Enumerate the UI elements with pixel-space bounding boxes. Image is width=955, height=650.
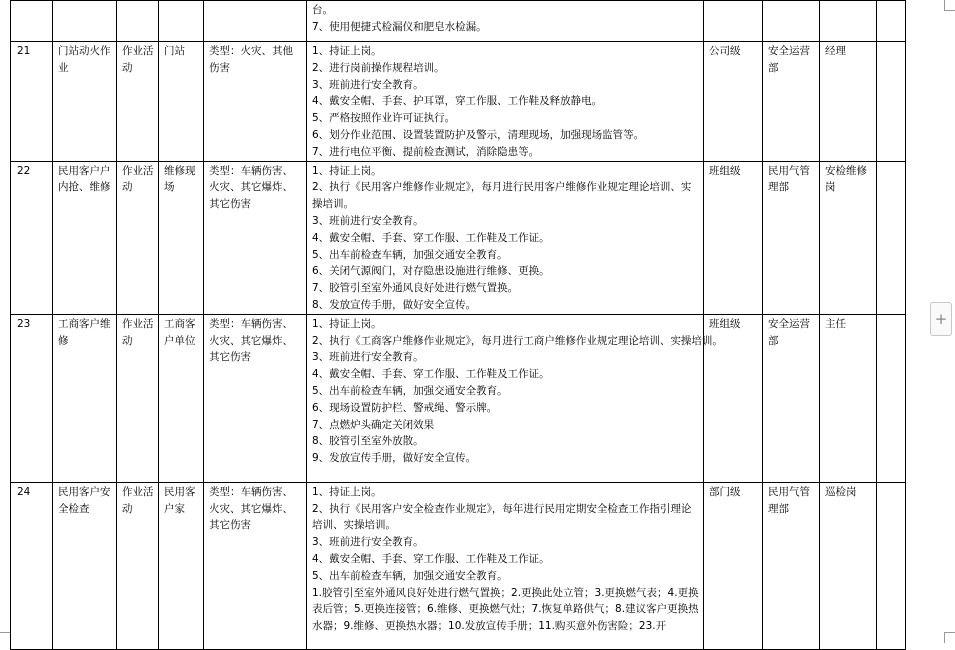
location-cell: 工商客户单位: [159, 314, 204, 482]
responsible-post-cell: 安检维修岗: [820, 161, 877, 314]
row-number-cell: 23: [11, 314, 53, 482]
activity-type-cell: 作业活动: [117, 42, 159, 162]
control-measures-cell: [307, 482, 704, 649]
responsible-dept-cell: 民用气管理部: [763, 482, 820, 649]
measure-line: 3、班前进行安全教育。: [312, 78, 424, 91]
responsible-post-cell: 巡检岗: [820, 482, 877, 649]
responsible-dept-cell: 安全运营部: [763, 314, 820, 482]
job-name-cell: 民用客户户内抢、维修: [53, 161, 117, 314]
measure-line: 9、发放宣传手册，做好安全宣传。: [312, 452, 477, 465]
row-number-cell: 24: [11, 482, 53, 649]
responsible-dept-cell: [763, 1, 820, 42]
measure-line: 1、持证上岗。: [312, 45, 382, 57]
measure-line: 7、胶管引至室外通风良好处进行燃气置换。: [312, 282, 519, 295]
measure-line: 5、出车前检查车辆，加强交通安全教育。: [312, 384, 508, 397]
measure-line: 3、班前进行安全教育。: [312, 214, 424, 227]
activity-type-cell: [117, 1, 159, 42]
location-cell: 维修现场: [159, 161, 204, 314]
measure-line: 1、持证上岗。: [312, 485, 382, 498]
responsible-dept-cell: 安全运营部: [763, 42, 820, 162]
row-number-cell: 22: [11, 161, 53, 314]
hazard-type-cell: 类型：火灾、其他伤害: [204, 42, 307, 162]
measure-line: 3、班前进行安全教育。: [312, 536, 424, 549]
control-level-cell: 公司级: [704, 42, 763, 162]
control-measures-cell: [307, 161, 704, 314]
job-name-cell: 工商客户维修: [53, 314, 117, 482]
measure-line: 台。: [312, 4, 333, 16]
table-row: [11, 42, 906, 162]
control-level-cell: 班组级: [704, 161, 763, 314]
measure-line: 7、使用便捷式检漏仪和肥皂水检漏。: [312, 20, 487, 33]
location-cell: 门站: [159, 42, 204, 162]
empty-cell: [877, 161, 906, 314]
activity-type-cell: 作业活动: [117, 161, 159, 314]
empty-cell: [877, 1, 906, 42]
activity-type-cell: 作业活动: [117, 482, 159, 649]
control-level-cell: 班组级: [704, 314, 763, 482]
control-measures-cell: [307, 1, 704, 42]
control-level-cell: [704, 1, 763, 42]
measure-line: 6、划分作业范围、设置装置防护及警示，清理现场，加强现场监管等。: [312, 128, 645, 141]
measure-line: 2、执行《民用客户安全检查作业规定》，每年进行民用定期安全检查工作指引理论培训、实操培训。: [312, 502, 692, 532]
measure-line: 7、点燃炉头确定关闭效果: [312, 418, 435, 431]
hazard-type-cell: [204, 1, 307, 42]
measure-line: 3、班前进行安全教育。: [312, 351, 424, 364]
measure-line: 6、现场设置防护栏、警戒绳、警示牌。: [312, 401, 498, 414]
measure-line: 6、关闭气源阀门，对存隐患设施进行维修、更换。: [312, 265, 550, 278]
measure-line: 4、戴安全帽、手套、穿工作服、工作鞋及工作证。: [312, 552, 550, 565]
measure-line: 4、戴安全帽、手套、穿工作服、工作鞋及工作证。: [312, 368, 550, 381]
plus-icon[interactable]: +: [930, 302, 952, 336]
location-cell: [159, 1, 204, 42]
control-measures-cell: [307, 42, 704, 162]
hazard-type-cell: 类型：车辆伤害、火灾、其它爆炸、其它伤害: [204, 314, 307, 482]
risk-control-table: [10, 0, 906, 650]
hazard-type-cell: 类型：车辆伤害、火灾、其它爆炸、其它伤害: [204, 161, 307, 314]
job-name-cell: 民用客户安全检查: [53, 482, 117, 649]
measure-line: 1、持证上岗。: [312, 317, 382, 330]
row-number-cell: [11, 1, 53, 42]
job-name-cell: 门站动火作业: [53, 42, 117, 162]
table-row: [11, 161, 906, 314]
responsible-post-cell: [820, 1, 877, 42]
responsible-post-cell: 主任: [820, 314, 877, 482]
job-name-cell: [53, 1, 117, 42]
measure-line: 5、出车前检查车辆，加强交通安全教育。: [312, 248, 508, 261]
control-measures-cell: [307, 314, 723, 482]
measure-line: 8、胶管引至室外放散。: [312, 435, 424, 448]
measure-line: 7、进行电位平衡、提前检查测试，消除隐患等。: [312, 145, 540, 158]
activity-type-cell: 作业活动: [117, 314, 159, 482]
empty-cell: [877, 42, 906, 162]
location-cell: 民用客户家: [159, 482, 204, 649]
hazard-type-cell: 类型：车辆伤害、火灾、其它爆炸、其它伤害: [204, 482, 307, 649]
page-corner-mark: [944, 0, 955, 11]
control-level-cell: 部门级: [704, 482, 763, 649]
table-row: [11, 1, 906, 42]
table-row: [11, 482, 906, 649]
measure-line: 1.胶管引至室外通风良好处进行燃气置换；2.更换此处立管；3.更换燃气表；4.更换表后管；5.更换连接管；6.维修、更换燃气灶；7.恢复单路供气；8.建议客户更换热水器；9.维修、更换热水器；10.发放宣传手册；11.购买意外伤害险；23.开: [312, 586, 699, 633]
measure-line: 5、严格按照作业许可证执行。: [312, 112, 456, 125]
measure-line: 2、进行岗前操作规程培训。: [312, 61, 445, 74]
table-row: [11, 314, 906, 482]
responsible-post-cell: 经理: [820, 42, 877, 162]
measure-line: 4、戴安全帽、手套、护耳罩，穿工作服、工作鞋及释放静电。: [312, 95, 603, 108]
empty-cell: [877, 482, 906, 649]
responsible-dept-cell: 民用气管理部: [763, 161, 820, 314]
empty-cell: [877, 314, 906, 482]
measure-line: 1、持证上岗。: [312, 164, 382, 177]
measure-line: 4、戴安全帽、手套、穿工作服、工作鞋及工作证。: [312, 231, 550, 244]
measure-line: 2、执行《工商客户维修作业规定》，每月进行工商户维修作业规定理论培训、实操培训。: [312, 334, 723, 347]
measure-line: 2、执行《民用客户维修作业规定》，每月进行民用客户维修作业规定理论培训、实操培训。: [312, 181, 692, 211]
page-corner-mark: [944, 632, 955, 643]
row-number-cell: 21: [11, 42, 53, 162]
measure-line: 8、发放宣传手册，做好安全宣传。: [312, 298, 477, 311]
measure-line: 5、出车前检查车辆，加强交通安全教育。: [312, 569, 508, 582]
